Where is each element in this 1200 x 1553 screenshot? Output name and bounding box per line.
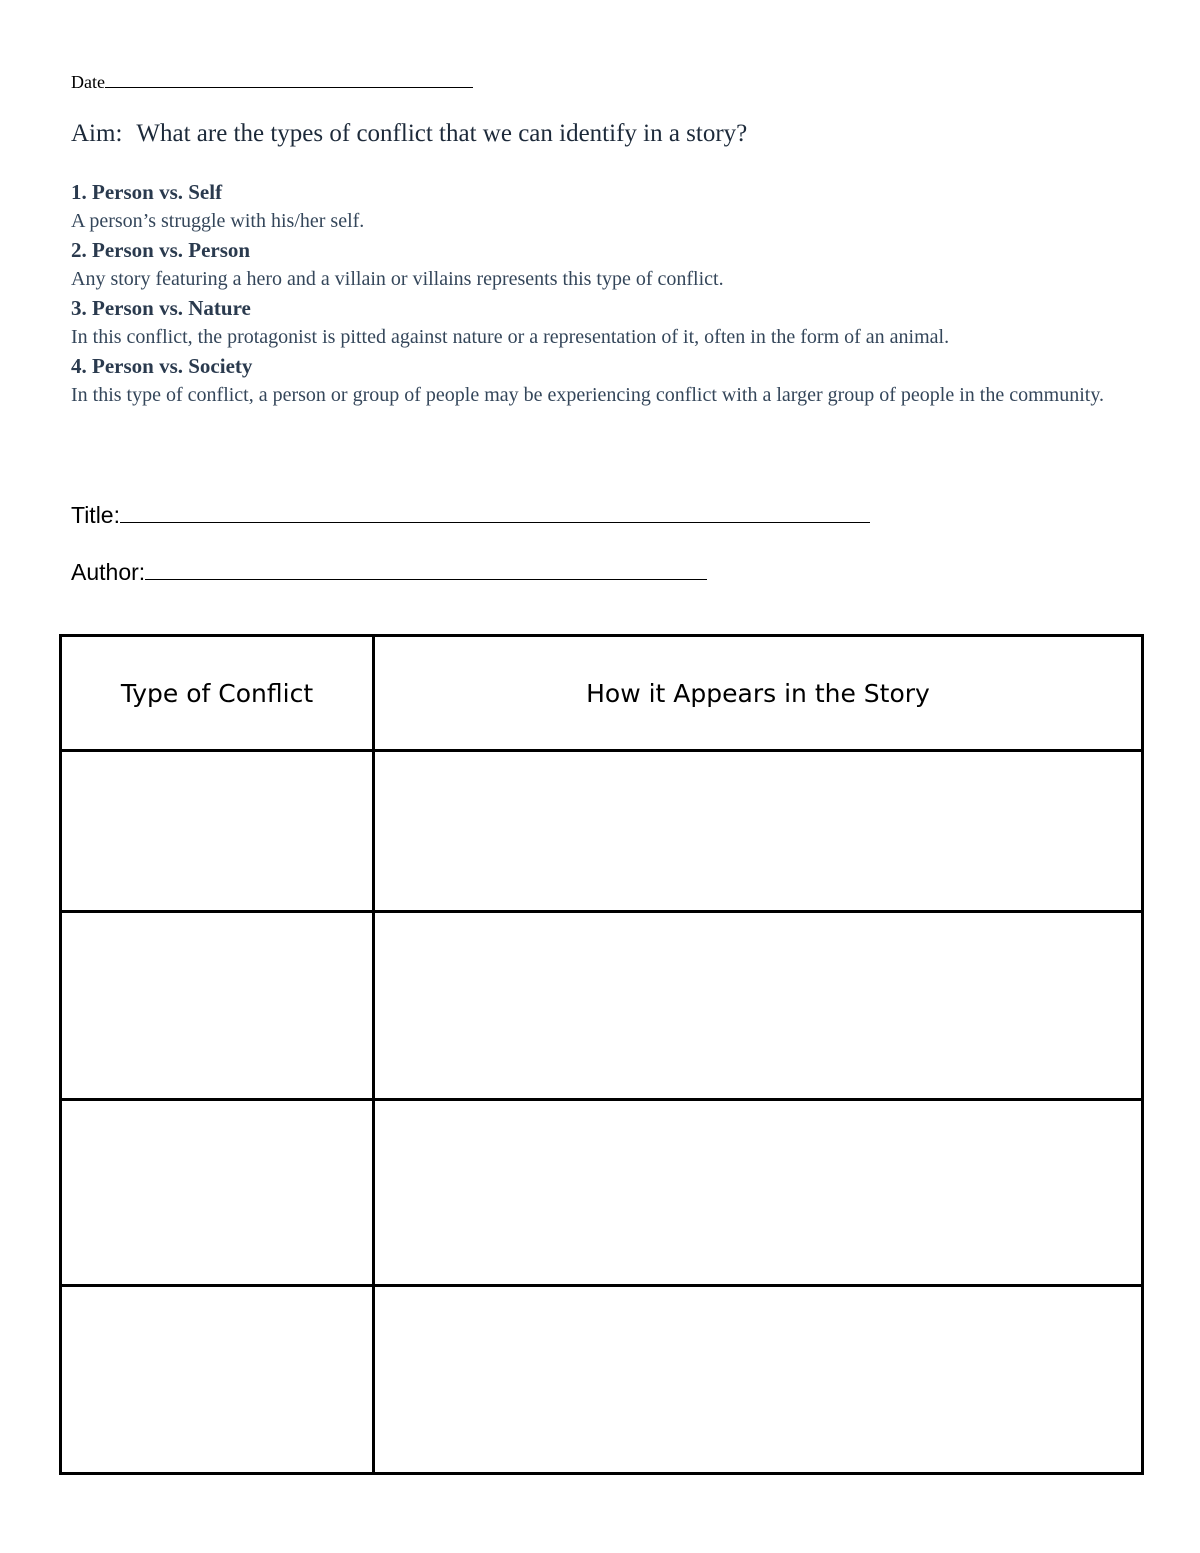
conflict-table	[59, 634, 1144, 1475]
header-how-it-appears: How it Appears in the Story	[374, 636, 1143, 751]
conflict-heading: 4. Person vs. Society	[71, 354, 253, 378]
author-blank-line[interactable]	[145, 579, 707, 580]
table-row	[61, 751, 1143, 912]
conflict-description: In this type of conflict, a person or group of people may be experiencing conflict with a larger group of people in the community.	[71, 384, 1105, 406]
title-blank-line[interactable]	[120, 522, 870, 523]
date-blank-line[interactable]	[105, 87, 473, 88]
type-cell[interactable]	[61, 751, 374, 912]
table-row	[61, 1286, 1143, 1474]
aim-label: Aim:	[71, 120, 123, 147]
title-field	[71, 502, 870, 529]
table-header-row	[61, 636, 1143, 751]
conflict-heading: 1. Person vs. Self	[71, 180, 223, 204]
type-cell[interactable]	[61, 1100, 374, 1286]
title-label: Title:	[71, 502, 120, 528]
appearance-cell[interactable]	[374, 1100, 1143, 1286]
appearance-cell[interactable]	[374, 1286, 1143, 1474]
conflict-heading: 2. Person vs. Person	[71, 238, 251, 262]
conflict-item	[71, 294, 1131, 352]
table-row	[61, 1100, 1143, 1286]
conflict-item	[71, 352, 1131, 410]
conflict-types-list	[71, 178, 1131, 410]
appearance-cell[interactable]	[374, 751, 1143, 912]
date-field	[71, 72, 473, 93]
author-field	[71, 559, 707, 586]
conflict-heading: 3. Person vs. Nature	[71, 296, 251, 320]
aim-statement	[71, 120, 747, 148]
type-cell[interactable]	[61, 1286, 374, 1474]
appearance-cell[interactable]	[374, 912, 1143, 1100]
table-row	[61, 912, 1143, 1100]
conflict-description: In this conflict, the protagonist is pitted against nature or a representation of it, often in the form of an animal.	[71, 326, 950, 348]
author-label: Author:	[71, 559, 146, 585]
conflict-description: Any story featuring a hero and a villain or villains represents this type of conflict.	[71, 268, 724, 290]
conflict-item	[71, 178, 1131, 236]
header-type-of-conflict: Type of Conflict	[61, 636, 374, 751]
aim-question: What are the types of conflict that we can identify in a story?	[136, 120, 748, 147]
date-label: Date	[71, 72, 105, 92]
conflict-item	[71, 236, 1131, 294]
conflict-description: A person’s struggle with his/her self.	[71, 210, 365, 232]
type-cell[interactable]	[61, 912, 374, 1100]
